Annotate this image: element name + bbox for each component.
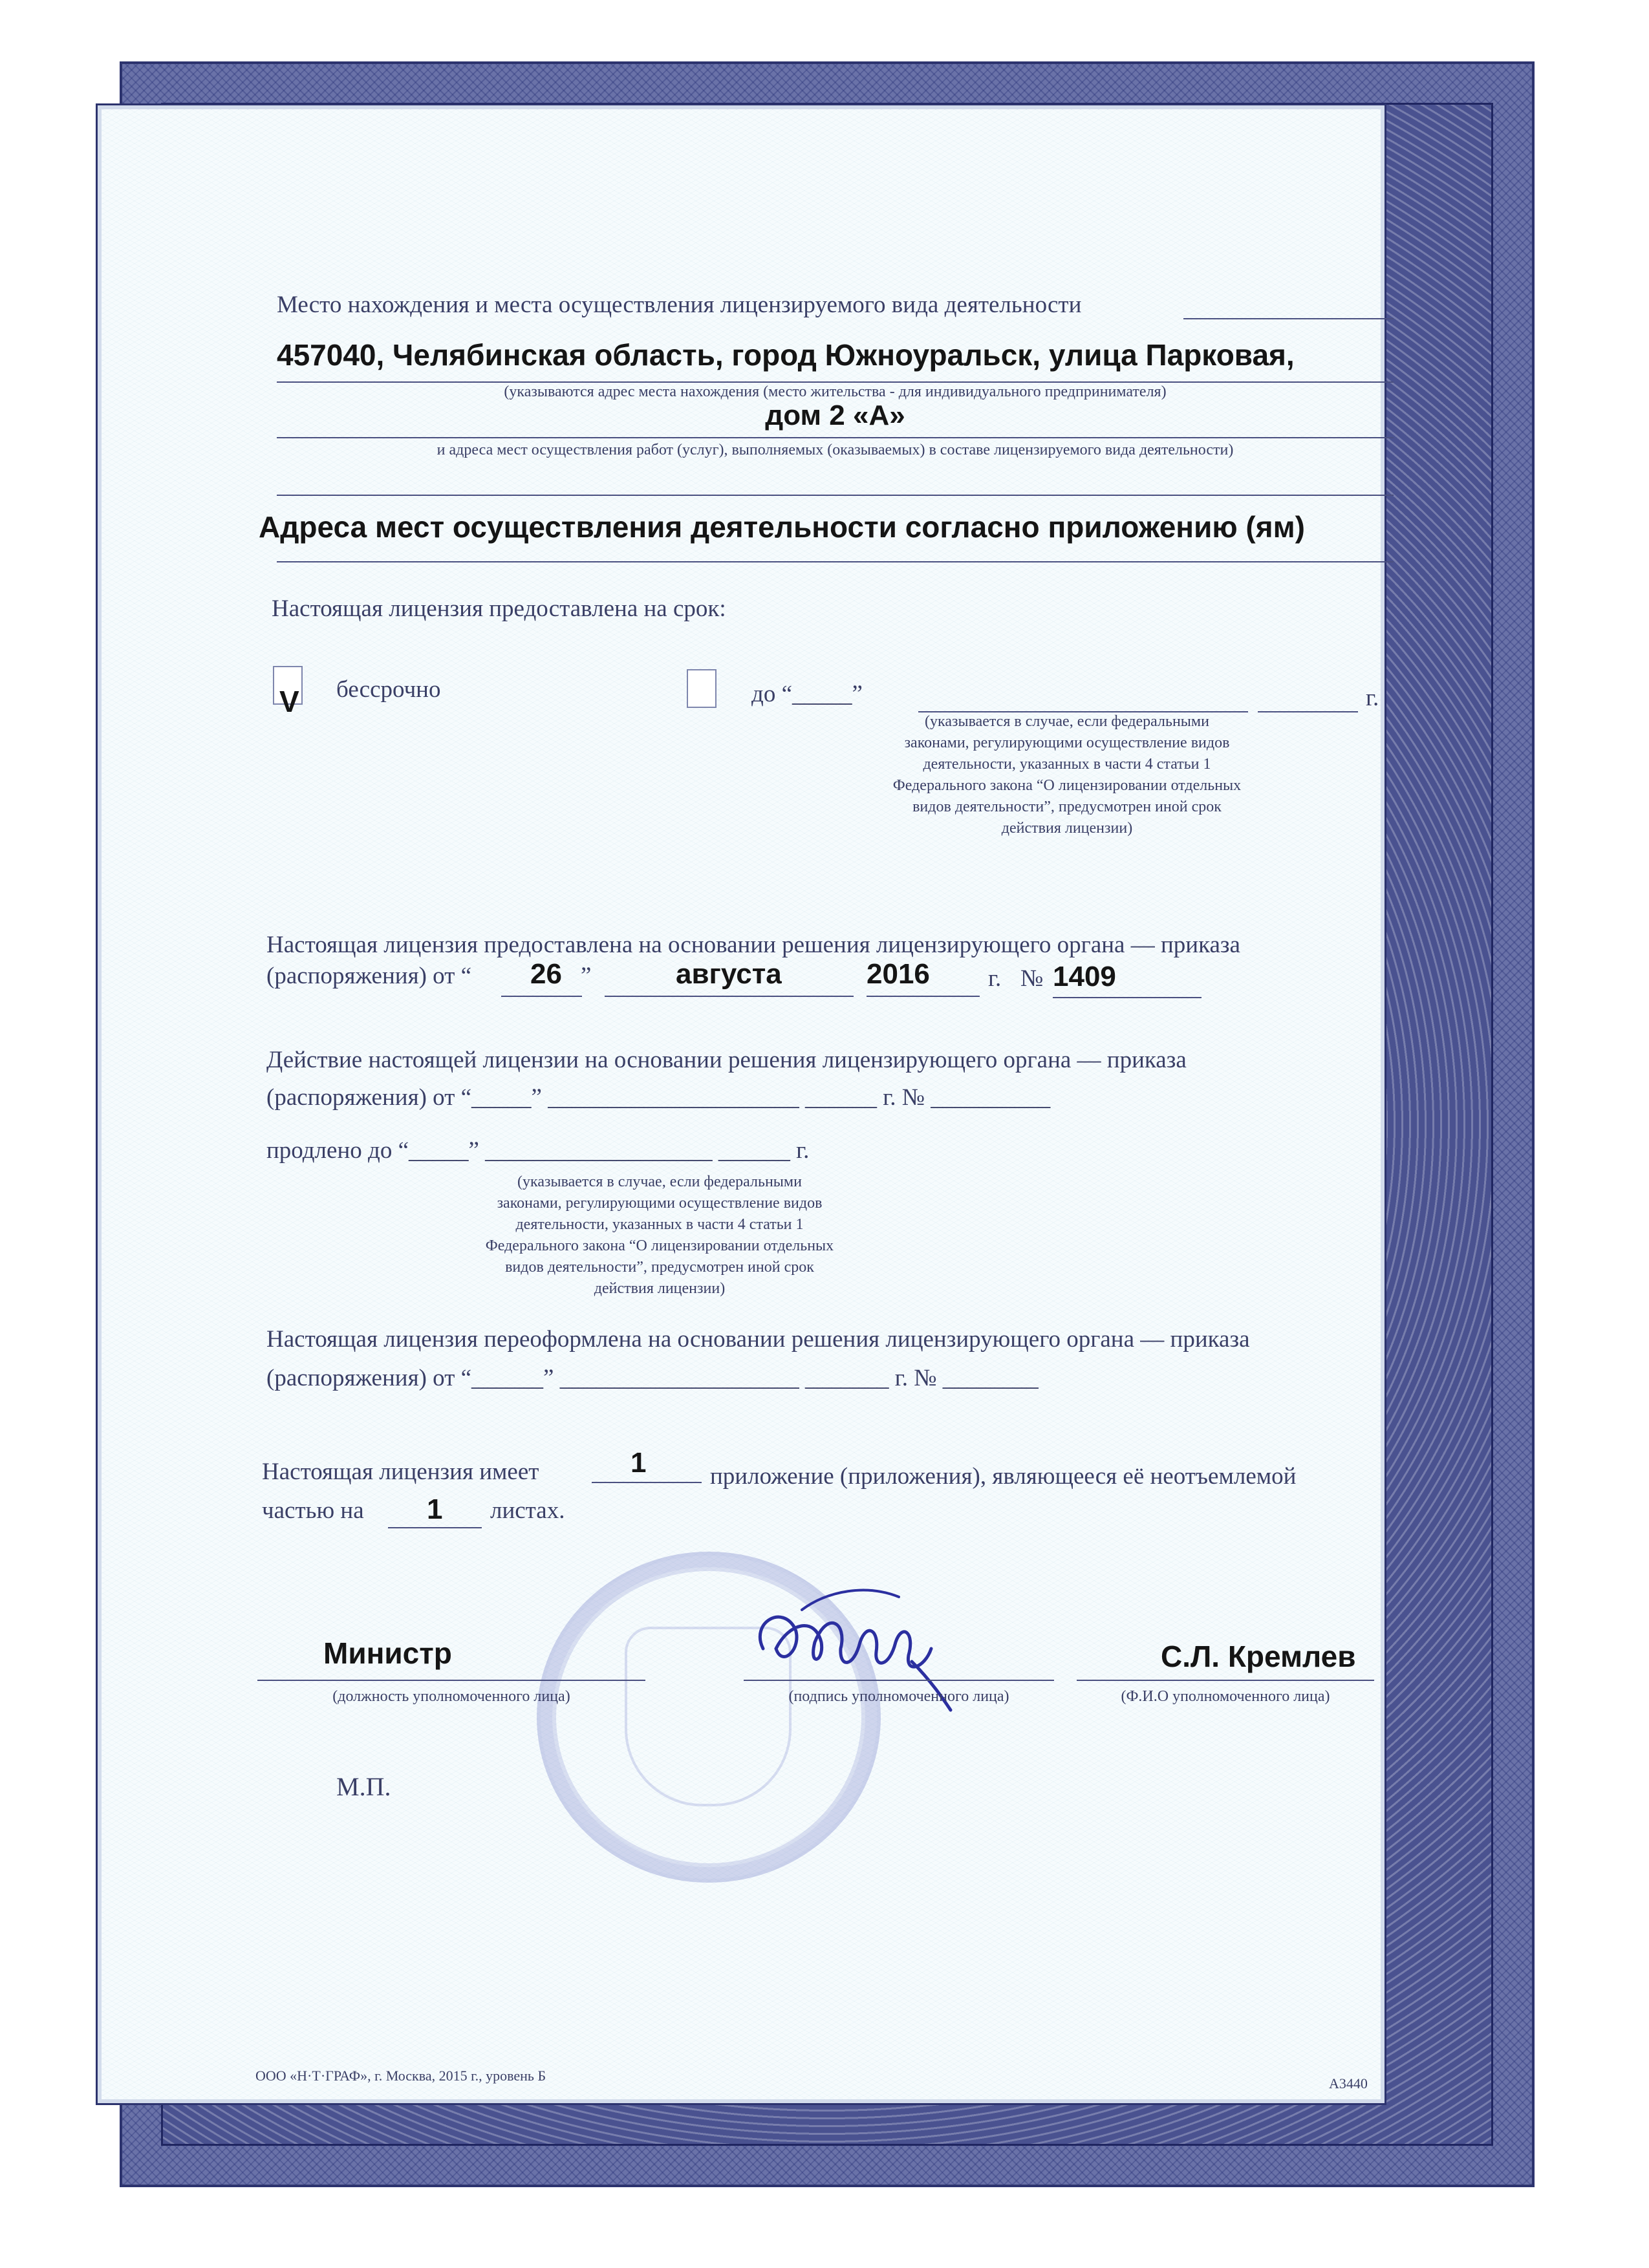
address-line-1: 457040, Челябинская область, город Южноуральск, улица Парковая,: [277, 338, 1295, 372]
grant-year-line: [867, 996, 980, 997]
extension-note-line: деятельности, указанных в части 4 статьи 1: [515, 1216, 804, 1233]
term-note-line: (указывается в случае, если федеральными: [925, 713, 1209, 730]
extension-line-2: (распоряжения) от “_____” _____________________ ______ г. № __________: [266, 1084, 1051, 1111]
grant-year: 2016: [867, 958, 930, 990]
grant-prefix: (распоряжения) от “: [266, 963, 472, 989]
appendix-count: 1: [630, 1447, 647, 1479]
term-note-line: законами, регулирующими осуществление видов: [904, 734, 1230, 751]
signature-hint: (подпись уполномоченного лица): [788, 1688, 1009, 1705]
printer-imprint: ООО «Н·Т·ГРАФ», г. Москва, 2015 г., уровень Б: [255, 2068, 546, 2084]
grant-month: августа: [676, 958, 782, 990]
until-year-suffix: г.: [1366, 685, 1379, 711]
address-hint-1: (указываются адрес места нахождения (место жительства - для индивидуального предпринимателя): [504, 383, 1167, 400]
until-date-checkbox[interactable]: [687, 669, 717, 708]
grant-year-suffix: г.: [988, 965, 1002, 992]
seal-place-label: М.П.: [336, 1772, 391, 1801]
address-hint-2: и адреса мест осуществления работ (услуг), выполняемых (оказываемых) в составе лицензируемого вида деятельности): [436, 442, 1234, 458]
extension-note-line: Федерального закона “О лицензировании отдельных: [485, 1237, 834, 1254]
appendix-suffix-2: листах.: [490, 1497, 565, 1524]
appendix-prefix-2: частью на: [262, 1497, 364, 1524]
address-line-3: Адреса мест осуществления деятельности согласно приложению (ям): [259, 510, 1305, 544]
appendix-sheets: 1: [427, 1493, 443, 1525]
reissue-line-2: (распоряжения) от “______” ____________________ _______ г. № ________: [266, 1365, 1039, 1391]
grant-number-line: [1053, 997, 1202, 998]
extension-note-line: действия лицензии): [594, 1280, 726, 1297]
name-line: [1077, 1680, 1374, 1681]
extension-line-3: продлено до “_____” ___________________ ______ г.: [266, 1137, 810, 1164]
address-line-2: дом 2 «А»: [765, 400, 905, 431]
reissue-line-1: Настоящая лицензия переоформлена на основании решения лицензирующего органа — приказа: [266, 1326, 1250, 1353]
grant-quote-close: ”: [581, 963, 592, 989]
grant-day: 26: [530, 958, 562, 990]
term-note-line: действия лицензии): [1001, 820, 1133, 837]
extension-note-line: видов деятельности”, предусмотрен иной срок: [505, 1259, 814, 1276]
until-date-prefix: до “_____”: [751, 681, 863, 707]
extension-line-1: Действие настоящей лицензии на основании решения лицензирующего органа — приказа: [266, 1047, 1187, 1073]
signatory-name: С.Л. Кремлев: [1161, 1640, 1356, 1673]
appendix-count-line: [592, 1482, 702, 1483]
address-line-2-rule: [277, 437, 1394, 438]
signature-line: [744, 1680, 1054, 1681]
term-note-line: Федерального закона “О лицензировании отдельных: [892, 777, 1242, 794]
appendix-sheets-line: [388, 1527, 482, 1528]
check-mark: V: [279, 685, 299, 718]
position-hint: (должность уполномоченного лица): [332, 1688, 570, 1705]
position-line: [257, 1680, 645, 1681]
address-heading-line: [1183, 318, 1394, 319]
grant-month-line: [605, 996, 854, 997]
term-note: [834, 711, 1300, 839]
term-heading: Настоящая лицензия предоставлена на срок:: [272, 595, 726, 622]
address-spacer-rule: [277, 495, 1394, 496]
appendix-prefix: Настоящая лицензия имеет: [262, 1459, 539, 1485]
appendix-suffix: приложение (приложения), являющееся её неотъемлемой: [710, 1463, 1297, 1490]
grant-day-line: [501, 996, 582, 997]
grant-number: 1409: [1053, 961, 1116, 992]
grant-line-1: Настоящая лицензия предоставлена на основании решения лицензирующего органа — приказа: [266, 932, 1240, 958]
address-line-3-rule: [277, 561, 1394, 562]
extension-note-line: законами, регулирующими осуществление видов: [497, 1195, 823, 1212]
extension-note-line: (указывается в случае, если федеральными: [517, 1173, 802, 1190]
signatory-position: Министр: [323, 1636, 452, 1670]
address-heading: Место нахождения и места осуществления лицензируемого вида деятельности: [277, 292, 1082, 318]
term-note-line: деятельности, указанных в части 4 статьи 1: [923, 756, 1211, 773]
indefinite-label: бессрочно: [336, 676, 441, 703]
form-code: А3440: [1329, 2075, 1368, 2091]
term-note-line: видов деятельности”, предусмотрен иной срок: [912, 798, 1222, 815]
grant-number-sign: №: [1020, 965, 1044, 992]
name-hint: (Ф.И.О уполномоченного лица): [1121, 1688, 1330, 1705]
extension-note: [427, 1171, 892, 1300]
